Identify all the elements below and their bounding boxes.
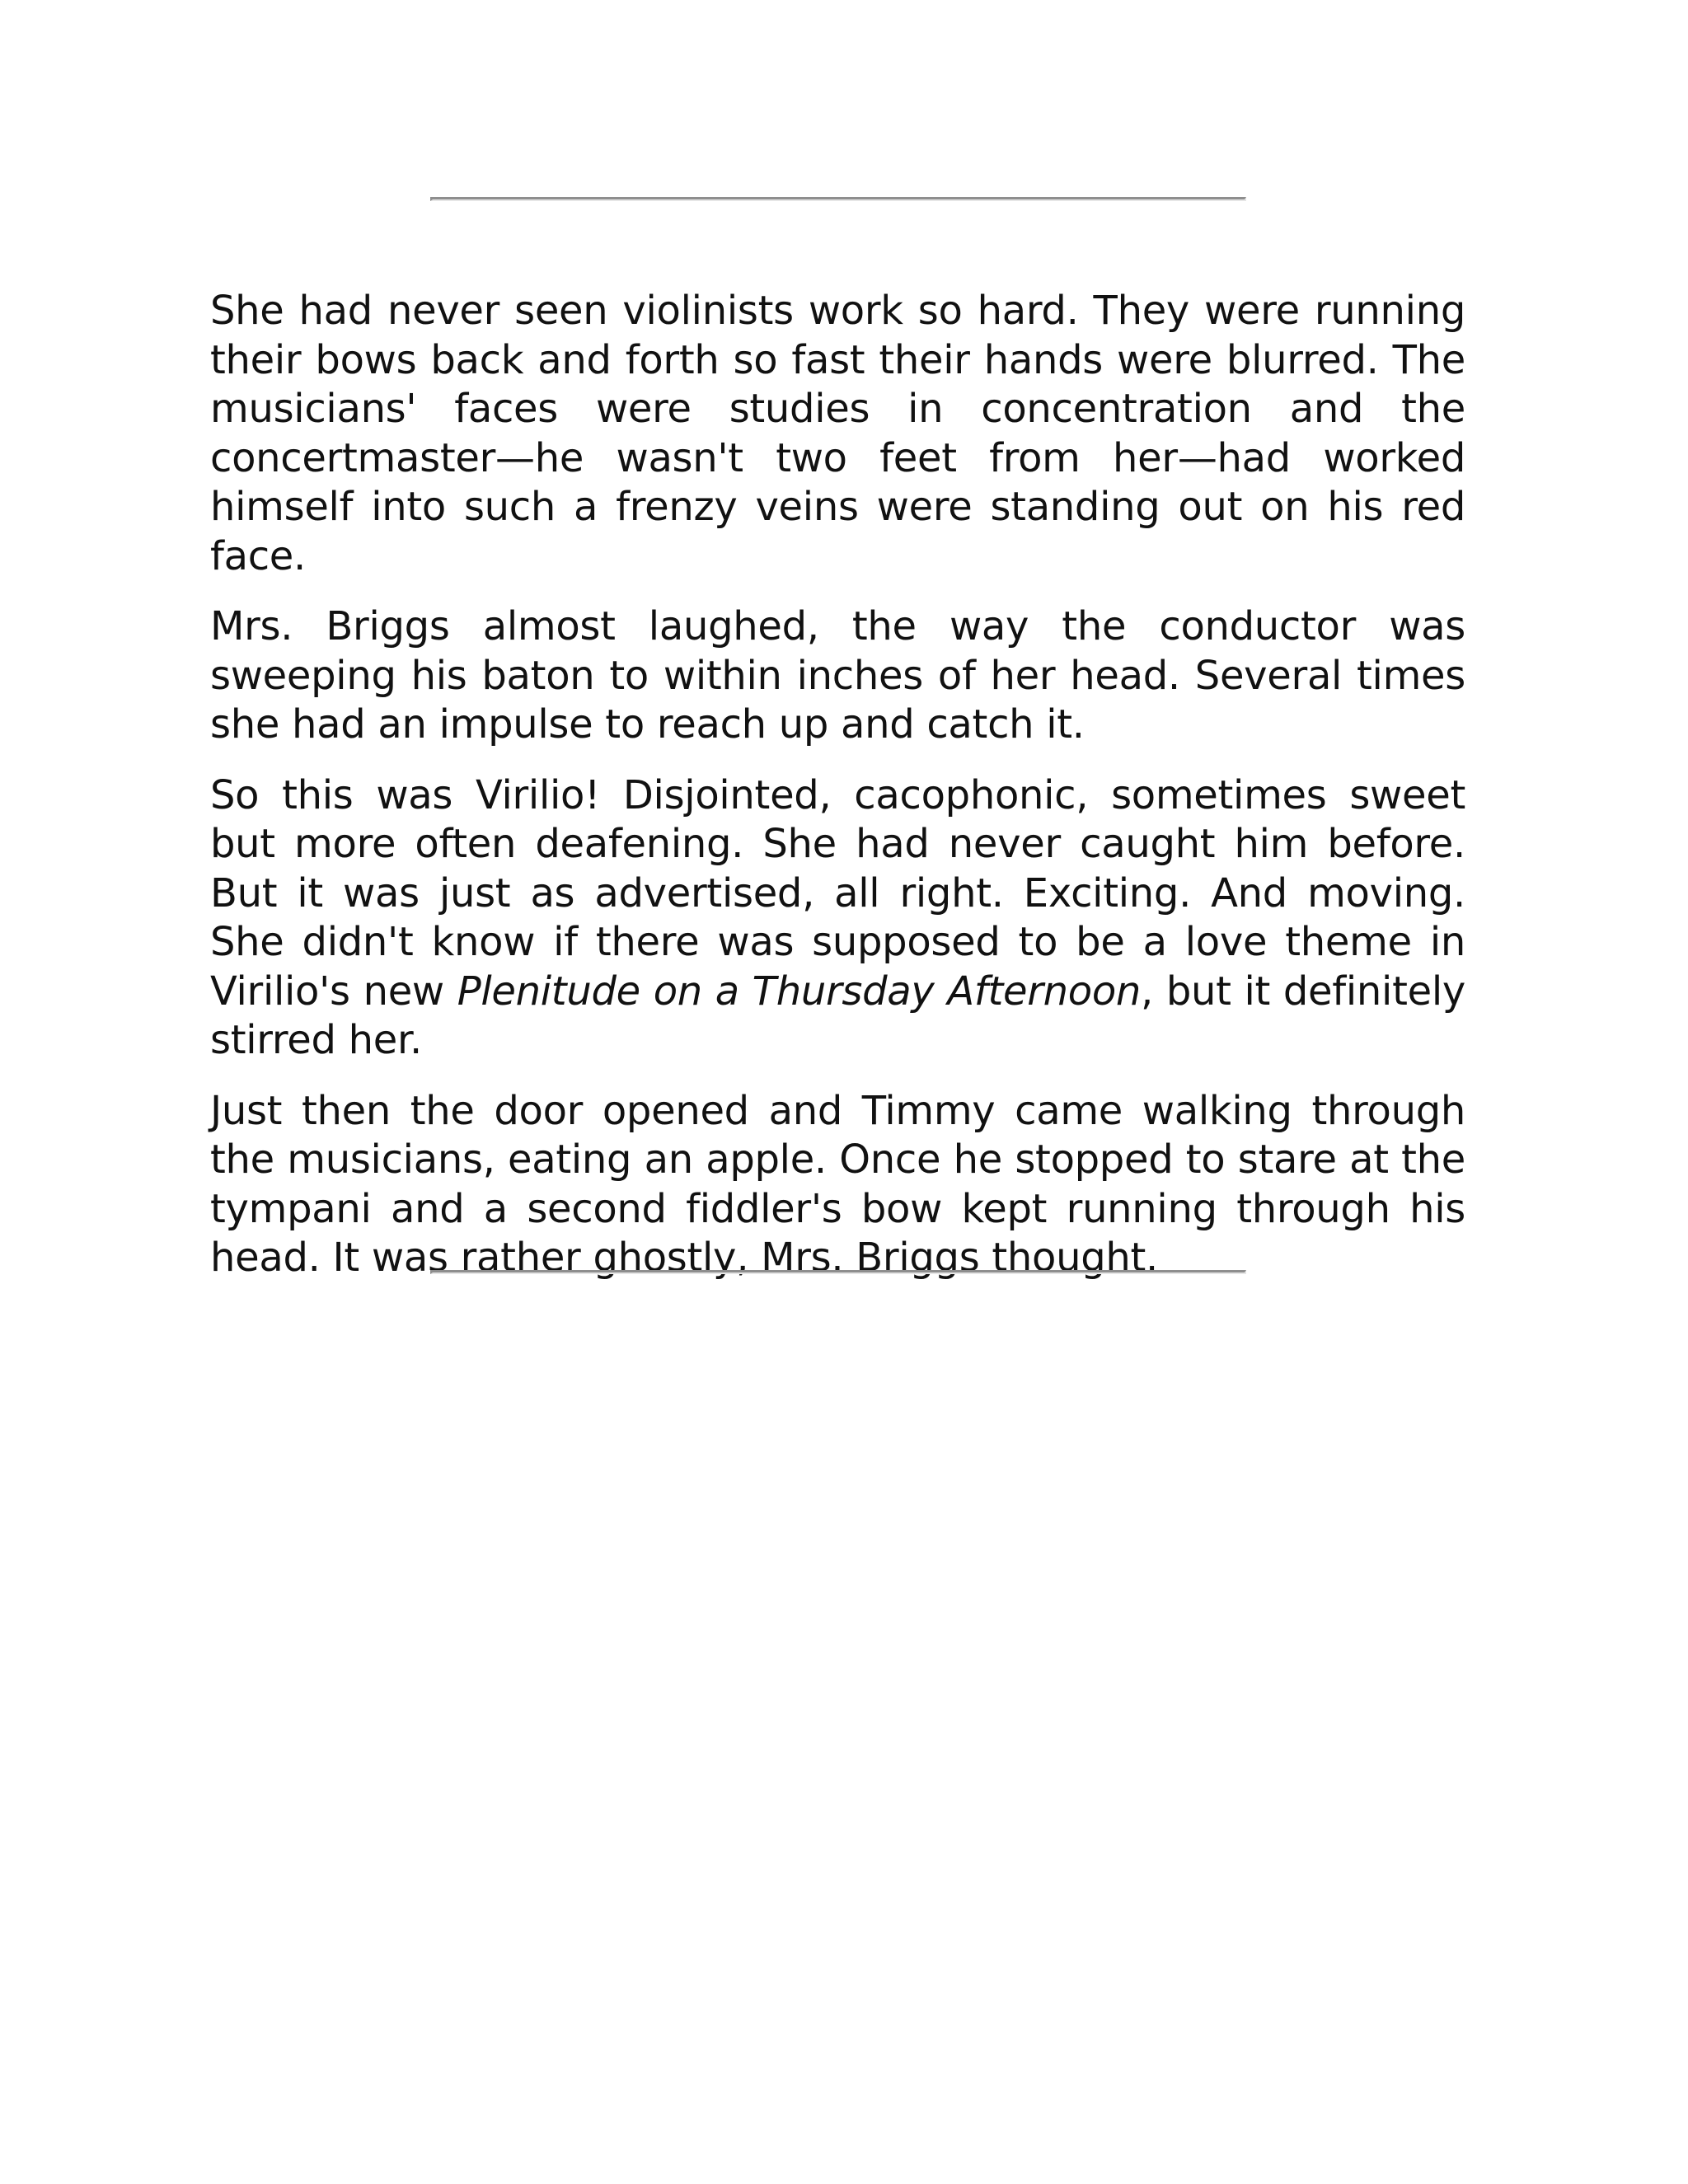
paragraph-4: Just then the door opened and Timmy came walking through the musicians, eating an apple. Once he stopped to stare at the tympani and a second fiddler's bow kept running through his head. It was rather ghostly, Mrs. Briggs thought.: [210, 1087, 1465, 1281]
paragraph-1: She had never seen violinists work so hard. They were running their bows back and forth so fast their hands were blurred. The musicians' faces were studies in concentration and the concertmaster—he wasn't two feet from her—had worked himself into such a frenzy veins were standing out on his red face.: [210, 288, 1465, 579]
story-text: [210, 287, 1465, 1305]
bottom-divider: [430, 1270, 1246, 1274]
top-divider: [430, 197, 1246, 201]
paragraph-3: [210, 771, 1465, 1066]
paragraph-2: Mrs. Briggs almost laughed, the way the conductor was sweeping his baton to within inches of her head. Several times she had an impulse to reach up and catch it.: [210, 603, 1465, 748]
paragraph-3-tail: , but it definitely stirred her.: [210, 968, 1465, 1063]
work-title: Plenitude on a Thursday Afternoon: [457, 968, 1142, 1015]
paragraph-3-lead: So this was Virilio! Disjointed, cacophonic, sometimes sweet but more often deafening. She had never caught him before. But it was just as advertised, all right. Exciting. And moving. She didn't know if there was supposed to be a love theme in Virilio's new: [210, 771, 1465, 1015]
